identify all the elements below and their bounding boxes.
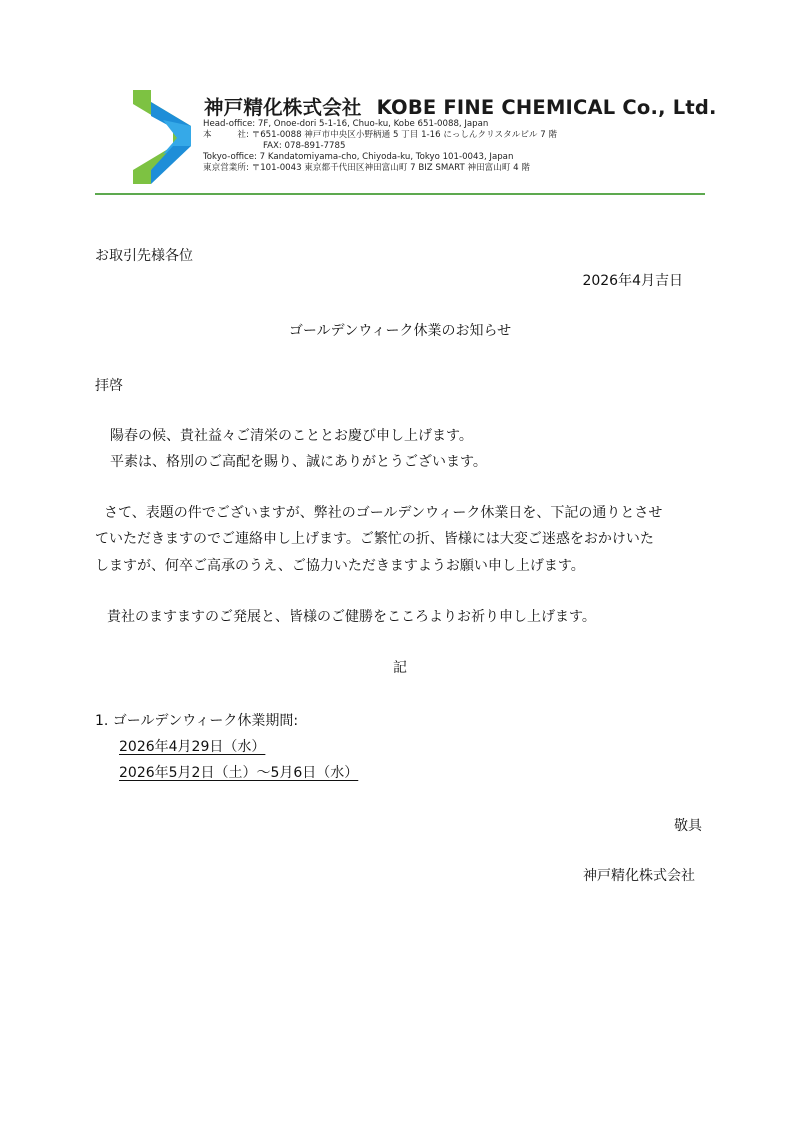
address-line-tokyo-office-jp: 東京営業所: 〒101-0043 東京都千代田区神田富山町 7 BIZ SMART 神田富山町 4 階 [203, 163, 530, 173]
address-line-fax: FAX: 078-891-7785 [263, 141, 346, 151]
recipient: お取引先様各位 [95, 248, 193, 264]
company-name [204, 92, 717, 120]
paragraph2-line3: しますが、何卒ご高承のうえ、ご協力いただきますようお願い申し上げます。 [95, 558, 585, 574]
company-name-jp: 神戸精化株式会社 [204, 96, 362, 119]
paragraph2-line2: ていただきますのでご連絡申し上げます。ご繁忙の折、皆様には大変ご迷惑をおかけいた [95, 531, 654, 547]
closing-word: 敬具 [674, 818, 702, 834]
logo-blue-shape-bottom [151, 146, 191, 184]
address-line-head-office-jp: 本 社: 〒651-0088 神戸市中央区小野柄通 5 丁目 1-16 にっしんクリスタルビル 7 階 [203, 130, 558, 140]
company-logo [133, 90, 195, 184]
paragraph3: 貴社のますますのご発展と、皆様のご健勝をこころよりお祈り申し上げます。 [107, 609, 596, 625]
paragraph2-line1: さて、表題の件でございますが、弊社のゴールデンウィーク休業日を、下記の通りとさせ [104, 505, 663, 521]
company-name-en: KOBE FINE CHEMICAL Co., Ltd. [376, 96, 717, 119]
header-divider [95, 193, 705, 195]
opening-word: 拝啓 [95, 378, 123, 394]
ki-heading: 記 [393, 660, 407, 676]
paragraph1-line2: 平素は、格別のご高配を賜り、誠にありがとうございます。 [110, 454, 487, 470]
letter-subject: ゴールデンウィーク休業のお知らせ [288, 323, 512, 339]
letter-date: 2026年4月吉日 [582, 273, 683, 289]
address-line-tokyo-office-en: Tokyo-office: 7 Kandatomiyama-cho, Chiyoda-ku, Tokyo 101-0043, Japan [203, 152, 514, 162]
paragraph1-line1: 陽春の候、貴社益々ご清栄のこととお慶び申し上げます。 [110, 428, 473, 444]
holiday-date-2: 2026年5月2日（土）～5月6日（水） [119, 765, 359, 781]
holiday-date-1: 2026年4月29日（水） [119, 739, 266, 755]
holiday-period-label: 1. ゴールデンウィーク休業期間: [95, 713, 299, 729]
address-line-head-office-en: Head-office: 7F, Onoe-dori 5-1-16, Chuo-ku, Kobe 651-0088, Japan [203, 119, 489, 129]
signature: 神戸精化株式会社 [583, 868, 695, 884]
